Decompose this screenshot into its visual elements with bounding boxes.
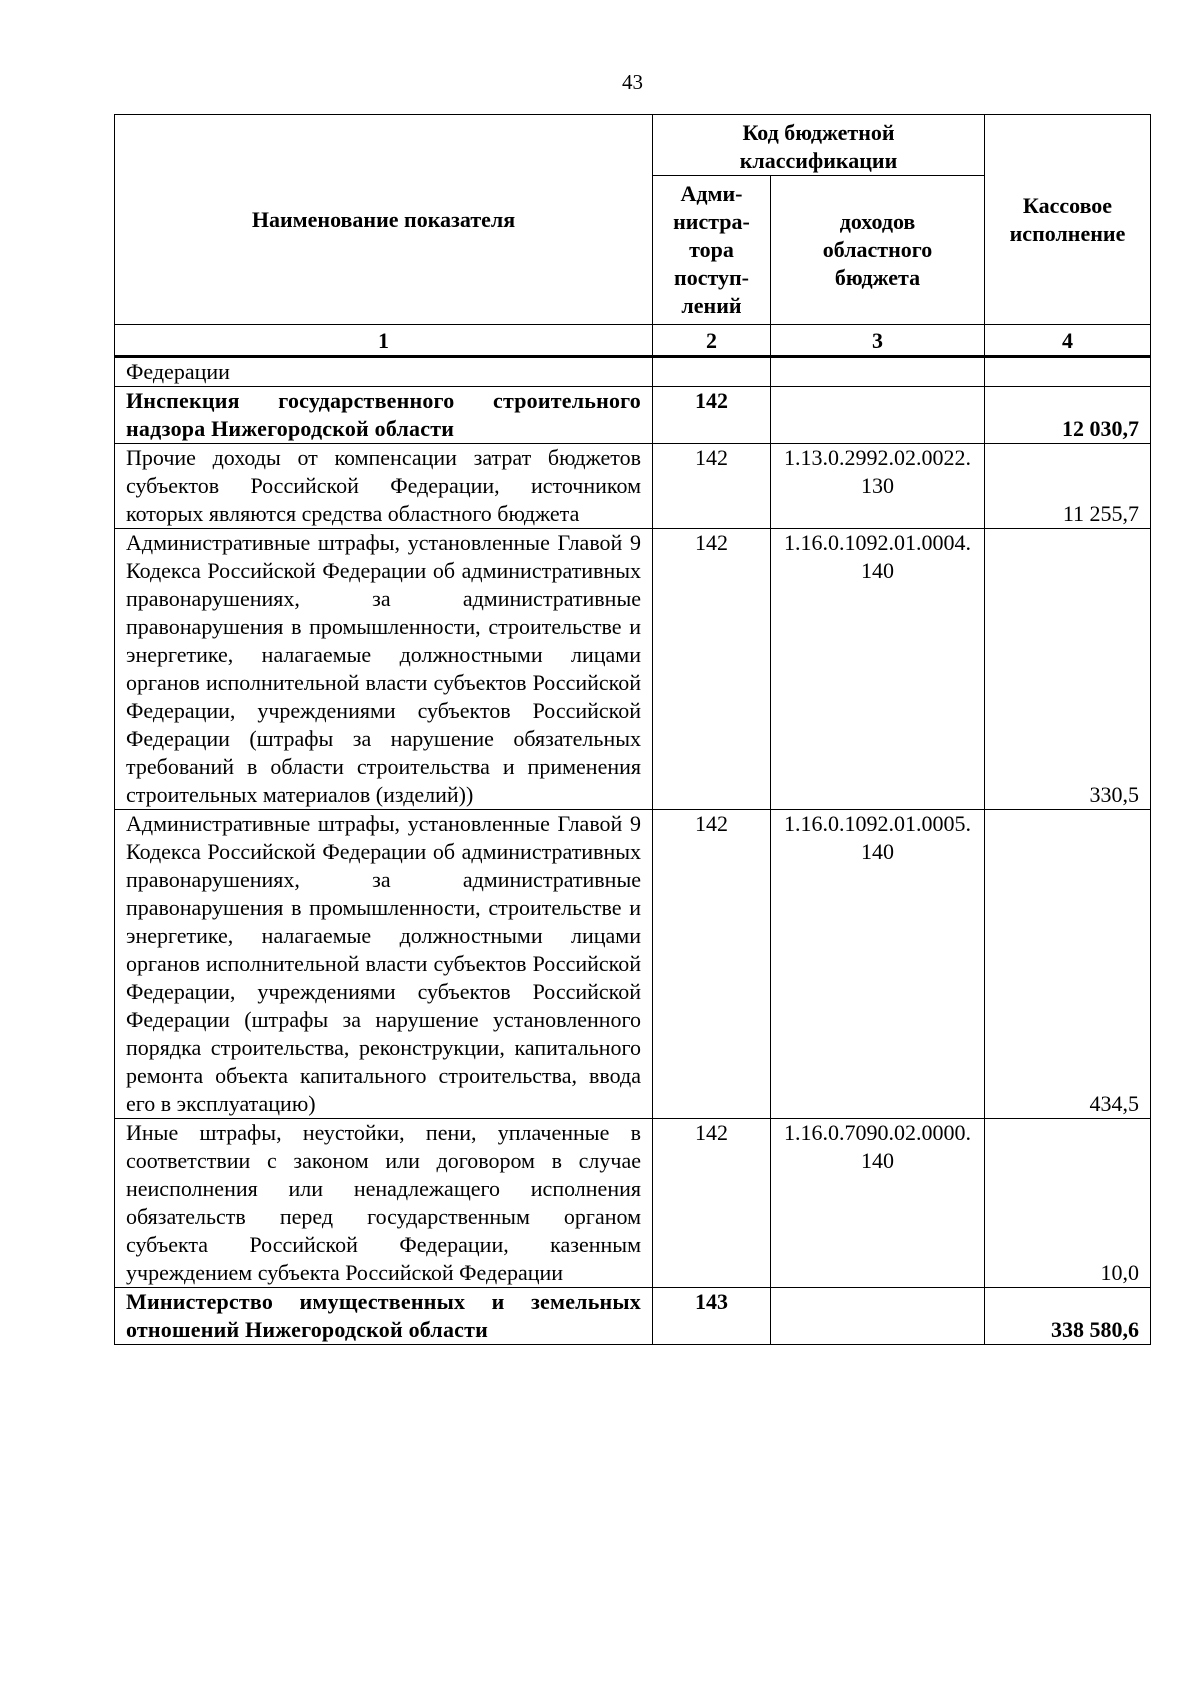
administrator-code: 142 xyxy=(653,529,771,810)
header-income-line: бюджета xyxy=(834,265,921,290)
column-number: 1 xyxy=(115,325,653,357)
indicator-name: Иные штрафы, неустойки, пени, уплаченные в соответствии с законом или договором в случае неисполнения или ненадлежащего исполнения обязательств перед государственным органом субъекта Российской Федерации, казенным учреждением субъекта Российской Федерации xyxy=(115,1119,653,1288)
income-code: 1.13.0.2992.02.0022.130 xyxy=(771,444,985,529)
column-number: 4 xyxy=(985,325,1151,357)
table-row xyxy=(115,1119,1151,1288)
header-admin-line: лений xyxy=(681,293,742,318)
cash-execution-amount: 11 255,7 xyxy=(985,444,1151,529)
indicator-name: Федерации xyxy=(115,357,653,387)
table-row xyxy=(115,357,1151,387)
indicator-name: Административные штрафы, установленные Главой 9 Кодекса Российской Федерации об административных правонарушениях, за административные правонарушения в промышленности, строительстве и энергетике, налагаемые должностными лицами органов исполнительной власти субъектов Российской Федерации, учреждениями субъектов Российской Федерации (штрафы за нарушение обязательных требований в области строительства и применения строительных материалов (изделий)) xyxy=(115,529,653,810)
cash-execution-amount: 12 030,7 xyxy=(985,387,1151,444)
header-admin-line: нистра- xyxy=(673,209,750,234)
indicator-name: Административные штрафы, установленные Главой 9 Кодекса Российской Федерации об административных правонарушениях, за административные правонарушения в промышленности, строительстве и энергетике, налагаемые должностными лицами органов исполнительной власти субъектов Российской Федерации, учреждениями субъектов Российской Федерации (штрафы за нарушение установленного порядка строительства, реконструкции, капитального ремонта объекта капитального строительства, ввода его в эксплуатацию) xyxy=(115,810,653,1119)
cash-execution-amount xyxy=(985,357,1151,387)
header-income-line: областного xyxy=(822,237,933,262)
column-number-row xyxy=(115,325,1151,357)
header-regional-budget-income xyxy=(771,176,985,325)
header-budget-classification-code: Код бюджетной классификации xyxy=(653,115,985,176)
cash-execution-amount: 338 580,6 xyxy=(985,1288,1151,1345)
income-code xyxy=(771,357,985,387)
column-number: 3 xyxy=(771,325,985,357)
cash-execution-amount: 10,0 xyxy=(985,1119,1151,1288)
header-admin-line: Адми- xyxy=(680,181,743,206)
page-number: 43 xyxy=(622,70,643,94)
header-indicator-name: Наименование показателя xyxy=(115,115,653,325)
income-code: 1.16.0.7090.02.0000.140 xyxy=(771,1119,985,1288)
indicator-name: Министерство имущественных и земельных отношений Нижегородской области xyxy=(115,1288,653,1345)
table-row xyxy=(115,810,1151,1119)
column-number: 2 xyxy=(653,325,771,357)
indicator-name: Инспекция государственного строительного надзора Нижегородской области xyxy=(115,387,653,444)
administrator-code: 142 xyxy=(653,387,771,444)
table-row xyxy=(115,529,1151,810)
indicator-name: Прочие доходы от компенсации затрат бюджетов субъектов Российской Федерации, источником которых являются средства областного бюджета xyxy=(115,444,653,529)
cash-execution-amount: 434,5 xyxy=(985,810,1151,1119)
table-row xyxy=(115,1288,1151,1345)
table-row xyxy=(115,444,1151,529)
income-code xyxy=(771,1288,985,1345)
cash-execution-amount: 330,5 xyxy=(985,529,1151,810)
income-code xyxy=(771,387,985,444)
administrator-code: 142 xyxy=(653,1119,771,1288)
income-code: 1.16.0.1092.01.0005.140 xyxy=(771,810,985,1119)
administrator-code: 143 xyxy=(653,1288,771,1345)
table-row xyxy=(115,387,1151,444)
administrator-code: 142 xyxy=(653,444,771,529)
administrator-code xyxy=(653,357,771,387)
header-admin-line: поступ- xyxy=(674,265,749,290)
header-cash-execution: Кассовое исполнение xyxy=(985,115,1151,325)
header-income-line: доходов xyxy=(839,209,916,234)
income-code: 1.16.0.1092.01.0004.140 xyxy=(771,529,985,810)
administrator-code: 142 xyxy=(653,810,771,1119)
header-revenue-administrator xyxy=(653,176,771,325)
header-admin-line: тора xyxy=(689,237,734,262)
budget-revenue-table xyxy=(114,114,1151,1345)
